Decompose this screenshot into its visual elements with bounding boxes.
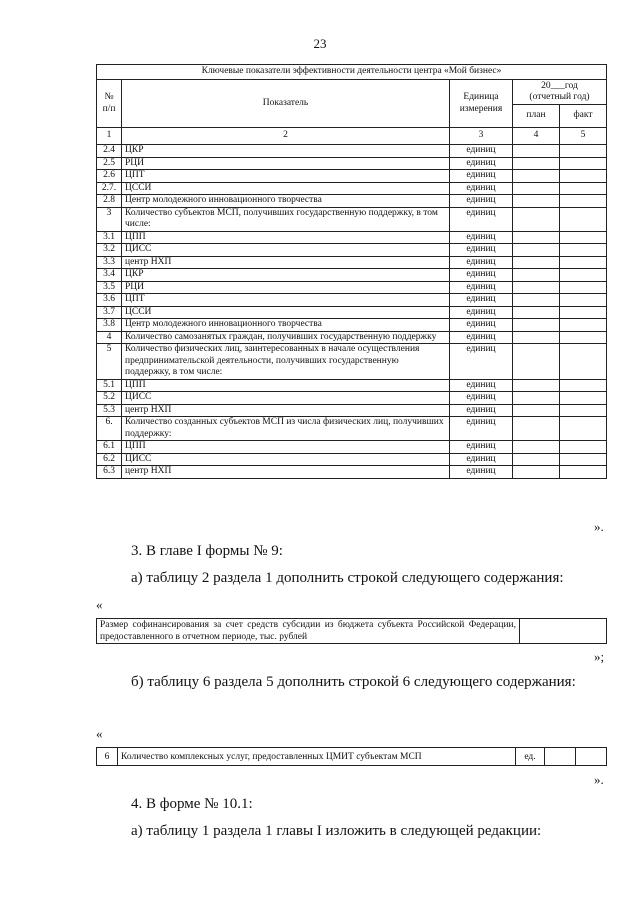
value-cell [576, 748, 607, 766]
open-quote: « [96, 597, 103, 612]
fact-cell [560, 294, 607, 307]
table-row [97, 379, 607, 392]
col-number: 2 [122, 128, 450, 145]
close-quote: ». [594, 772, 604, 787]
indicator-cell: ЦИСС [122, 453, 450, 466]
plan-cell [513, 441, 560, 454]
table-row [97, 195, 607, 208]
fact-cell [560, 379, 607, 392]
fact-cell [560, 269, 607, 282]
indicator-cell: Количество субъектов МСП, получивших государственную поддержку, в том числе: [122, 207, 450, 231]
indicator-cell: центр НХП [122, 466, 450, 479]
table-row [97, 182, 607, 195]
header-fact: факт [560, 105, 607, 128]
table-row [97, 453, 607, 466]
table-row [97, 170, 607, 183]
row-number: 5.3 [97, 404, 122, 417]
plan-cell [513, 306, 560, 319]
header-row [97, 80, 607, 105]
fact-cell [560, 453, 607, 466]
unit-cell: единиц [450, 344, 513, 380]
sofinancing-table [96, 618, 607, 644]
row-number: 3.3 [97, 256, 122, 269]
unit-cell: единиц [450, 244, 513, 257]
row-number: 3.6 [97, 294, 122, 307]
plan-cell [513, 157, 560, 170]
unit-cell: единиц [450, 256, 513, 269]
plan-cell [513, 319, 560, 332]
row-number: 3.5 [97, 281, 122, 294]
unit-cell: единиц [450, 404, 513, 417]
indicator-cell: ЦПП [122, 441, 450, 454]
table-row [97, 281, 607, 294]
fact-cell [560, 404, 607, 417]
fact-cell [560, 256, 607, 269]
col-number: 5 [560, 128, 607, 145]
paragraph-3b: б) таблицу 6 раздела 5 дополнить строкой 6 следующего содержания: [131, 674, 576, 690]
unit-cell: единиц [450, 157, 513, 170]
row-number: 4 [97, 331, 122, 344]
paragraph-3a: а) таблицу 2 раздела 1 дополнить строкой следующего содержания: [131, 570, 564, 586]
plan-cell [513, 244, 560, 257]
unit-cell: единиц [450, 441, 513, 454]
fact-cell [560, 417, 607, 441]
indicator-cell: ЦПТ [122, 294, 450, 307]
table-row [97, 269, 607, 282]
row-number: 2.8 [97, 195, 122, 208]
plan-cell [513, 331, 560, 344]
services-table [96, 747, 607, 766]
indicator-cell: ЦИСС [122, 244, 450, 257]
plan-cell [513, 281, 560, 294]
fact-cell [560, 281, 607, 294]
table-row [97, 417, 607, 441]
table-title-row [97, 65, 607, 80]
fact-cell [560, 244, 607, 257]
table-row [97, 466, 607, 479]
indicator-cell: ЦИСС [122, 392, 450, 405]
fact-cell [560, 306, 607, 319]
indicator-cell: ЦКР [122, 269, 450, 282]
plan-cell [513, 145, 560, 158]
row-number: 2.6 [97, 170, 122, 183]
plan-cell [513, 417, 560, 441]
unit-cell: единиц [450, 170, 513, 183]
row-number: 3.8 [97, 319, 122, 332]
table-title: Ключевые показатели эффективности деятельности центра «Мой бизнес» [97, 65, 607, 80]
table-row [97, 331, 607, 344]
indicator-cell: ЦКР [122, 145, 450, 158]
header-num: № п/п [97, 80, 122, 128]
unit-cell: единиц [450, 392, 513, 405]
paragraph-3: 3. В главе I формы № 9: [131, 543, 283, 559]
table-row [97, 319, 607, 332]
unit-cell: единиц [450, 231, 513, 244]
header-plan: план [513, 105, 560, 128]
kpi-table [96, 64, 607, 479]
indicator-cell: ЦПП [122, 231, 450, 244]
fact-cell [560, 319, 607, 332]
unit-cell: единиц [450, 319, 513, 332]
fact-cell [560, 145, 607, 158]
table-row [97, 157, 607, 170]
fact-cell [560, 170, 607, 183]
unit-cell: единиц [450, 379, 513, 392]
indicator-cell: ЦПТ [122, 170, 450, 183]
fact-cell [560, 441, 607, 454]
col-number: 3 [450, 128, 513, 145]
indicator-cell: Количество самозанятых граждан, получивших государственную поддержку [122, 331, 450, 344]
unit-cell: единиц [450, 195, 513, 208]
row-number: 2.5 [97, 157, 122, 170]
indicator-cell: Количество созданных субъектов МСП из числа физических лиц, получивших поддержку: [122, 417, 450, 441]
plan-cell [513, 170, 560, 183]
unit-cell: единиц [450, 281, 513, 294]
plan-cell [513, 195, 560, 208]
plan-cell [513, 453, 560, 466]
column-number-row [97, 128, 607, 145]
row-number: 3.1 [97, 231, 122, 244]
row-number: 6. [97, 417, 122, 441]
fact-cell [560, 195, 607, 208]
indicator-cell: РЦИ [122, 157, 450, 170]
row-number: 5 [97, 344, 122, 380]
fact-cell [560, 157, 607, 170]
unit-cell: единиц [450, 145, 513, 158]
row-number: 6.1 [97, 441, 122, 454]
unit-cell: единиц [450, 269, 513, 282]
plan-cell [513, 256, 560, 269]
plan-cell [513, 344, 560, 380]
plan-cell [513, 404, 560, 417]
col-number: 1 [97, 128, 122, 145]
table-row [97, 256, 607, 269]
open-quote: « [96, 726, 103, 741]
row-number: 5.1 [97, 379, 122, 392]
paragraph-4a: а) таблицу 1 раздела 1 главы I изложить в следующей редакции: [131, 823, 542, 839]
indicator-cell: центр НХП [122, 256, 450, 269]
header-unit: Единица измерения [450, 80, 513, 128]
plan-cell [513, 392, 560, 405]
table-row [97, 748, 607, 766]
row-number: 3.4 [97, 269, 122, 282]
unit-cell: единиц [450, 182, 513, 195]
plan-cell [513, 207, 560, 231]
table-row [97, 207, 607, 231]
table-row [97, 294, 607, 307]
page-number: 23 [313, 36, 327, 51]
table-row [97, 441, 607, 454]
unit-cell: единиц [450, 207, 513, 231]
table-row [97, 145, 607, 158]
plan-cell [513, 379, 560, 392]
header-year: 20___год (отчетный год) [513, 80, 607, 105]
table-row [97, 244, 607, 257]
indicator-cell: центр НХП [122, 404, 450, 417]
sofinancing-text: Размер софинансирования за счет средств субсидии из бюджета субъекта Российской Федерации, предоставленного в отчетном периоде, тыс. рублей [97, 619, 520, 644]
indicator-cell: ЦССИ [122, 306, 450, 319]
unit-cell: единиц [450, 331, 513, 344]
fact-cell [560, 344, 607, 380]
fact-cell [560, 231, 607, 244]
plan-cell [513, 182, 560, 195]
close-quote: »; [594, 649, 605, 664]
value-cell [520, 619, 607, 644]
value-cell [545, 748, 576, 766]
row-number: 3 [97, 207, 122, 231]
fact-cell [560, 466, 607, 479]
col-number: 4 [513, 128, 560, 145]
row-number: 5.2 [97, 392, 122, 405]
fact-cell [560, 207, 607, 231]
fact-cell [560, 331, 607, 344]
fact-cell [560, 182, 607, 195]
plan-cell [513, 269, 560, 282]
row-number: 6 [97, 748, 118, 766]
row-number: 2.4 [97, 145, 122, 158]
services-text: Количество комплексных услуг, предоставленных ЦМИТ субъектам МСП [118, 748, 516, 766]
plan-cell [513, 294, 560, 307]
indicator-cell: Количество физических лиц, заинтересованных в начале осуществления предпринимательской деятельности, получивших государственную поддержку, в том числе: [122, 344, 450, 380]
plan-cell [513, 466, 560, 479]
plan-cell [513, 231, 560, 244]
close-quote: ». [594, 519, 604, 534]
unit-cell: единиц [450, 466, 513, 479]
unit-cell: единиц [450, 417, 513, 441]
unit-cell: единиц [450, 306, 513, 319]
unit-cell: ед. [516, 748, 545, 766]
indicator-cell: Центр молодежного инновационного творчества [122, 319, 450, 332]
table-row [97, 306, 607, 319]
table-row [97, 404, 607, 417]
row-number: 3.7 [97, 306, 122, 319]
unit-cell: единиц [450, 453, 513, 466]
row-number: 3.2 [97, 244, 122, 257]
table-row [97, 619, 607, 644]
table-row [97, 231, 607, 244]
header-indicator: Показатель [122, 80, 450, 128]
row-number: 6.3 [97, 466, 122, 479]
row-number: 6.2 [97, 453, 122, 466]
indicator-cell: ЦПП [122, 379, 450, 392]
indicator-cell: РЦИ [122, 281, 450, 294]
fact-cell [560, 392, 607, 405]
indicator-cell: ЦССИ [122, 182, 450, 195]
paragraph-4: 4. В форме № 10.1: [131, 796, 253, 812]
unit-cell: единиц [450, 294, 513, 307]
table-row [97, 392, 607, 405]
indicator-cell: Центр молодежного инновационного творчества [122, 195, 450, 208]
table-row [97, 344, 607, 380]
row-number: 2.7. [97, 182, 122, 195]
